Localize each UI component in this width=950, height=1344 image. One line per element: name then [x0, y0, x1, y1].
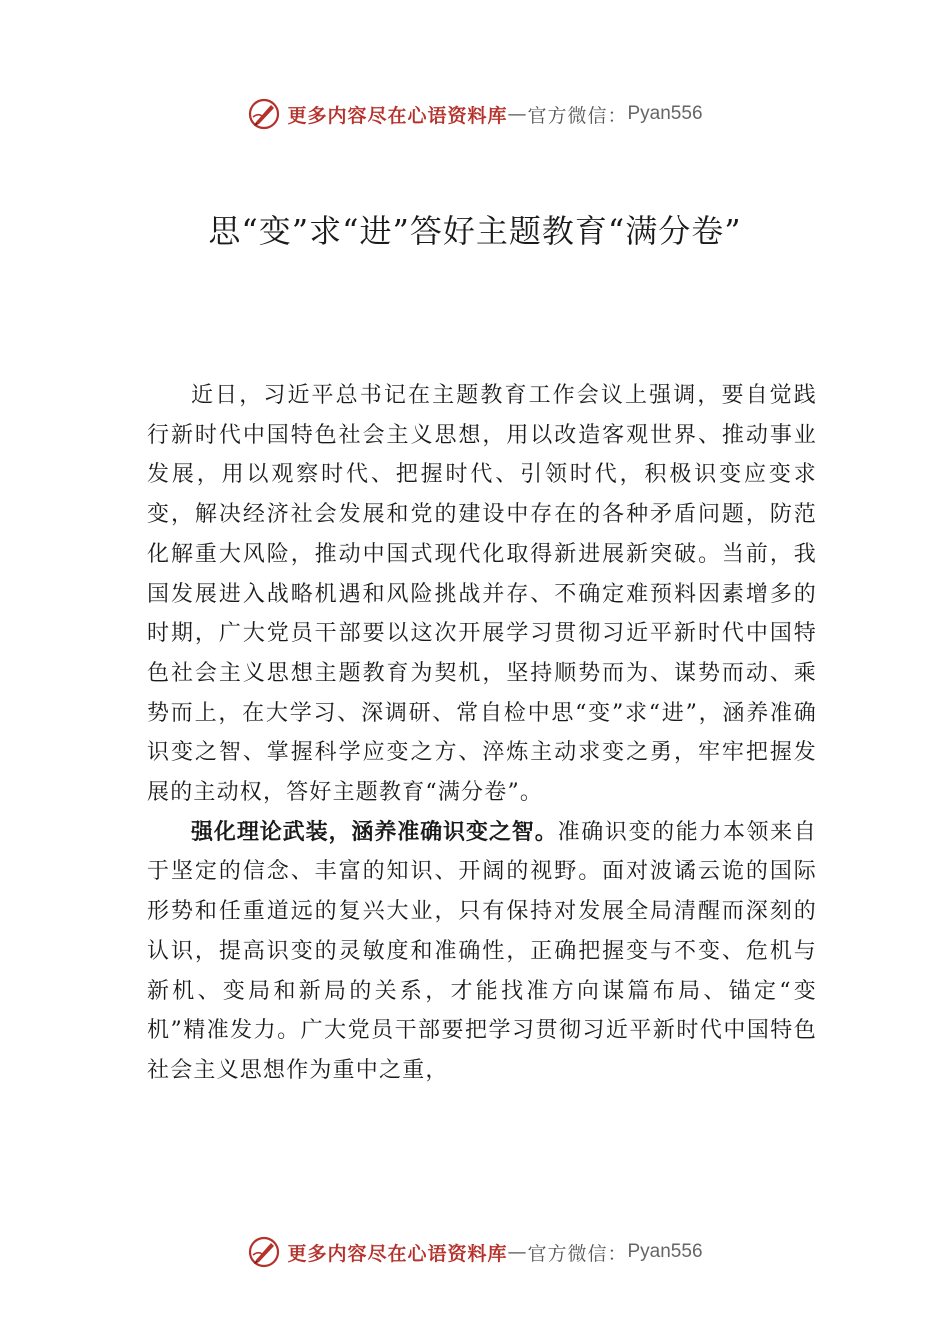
- document-body: [147, 376, 817, 1091]
- footer-brand-text: 更多内容尽在心语资料库: [287, 1242, 508, 1265]
- footer-banner: [0, 1232, 950, 1272]
- header-brand-text: 更多内容尽在心语资料库: [287, 104, 508, 127]
- paragraph-1-text: 近日，习近平总书记在主题教育工作会议上强调，要自觉践行新时代中国特色社会主义思想，用以改造客观世界、推动事业发展，用以观察时代、把握时代、引领时代，积极识变应变求变，解决经济社会发展和党的建设中存在的各种矛盾问题，防范化解重大风险，推动中国式现代化取得新进展新突破。当前，我国发展进入战略机遇和风险挑战并存、不确定难预料因素增多的时期，广大党员干部要以这次开展学习贯彻习近平新时代中国特色社会主义思想主题教育为契机，坚持顺势而为、谋势而动、乘势而上，在大学习、深调研、常自检中思“变”求“进”，涵养准确识变之智、掌握科学应变之方、淬炼主动求变之勇，牢牢把握发展的主动权，答好主题教育“满分卷”。: [147, 383, 817, 806]
- footer-wechat-label: 官方微信：: [527, 1242, 628, 1265]
- brush-pen-logo-icon: [247, 1235, 281, 1269]
- header-banner: [0, 94, 950, 134]
- footer-separator: —: [507, 1241, 528, 1263]
- header-separator: —: [507, 103, 528, 125]
- document-title: 思“变”求“进”答好主题教育“满分卷”: [208, 212, 742, 250]
- paragraph-2: [147, 813, 817, 1091]
- header-wechat-account: Pyan556: [627, 103, 703, 124]
- header-wechat-label: 官方微信：: [527, 104, 628, 127]
- paragraph-2-text: 准确识变的能力本领来自于坚定的信念、丰富的知识、开阔的视野。面对波谲云诡的国际形势和任重道远的复兴大业，只有保持对发展全局清醒而深刻的认识，提高识变的灵敏度和准确性，正确把握变与不变、危机与新机、变局和新局的关系，才能找准方向谋篇布局、锚定“变机”精准发力。广大党员干部要把学习贯彻习近平新时代中国特色社会主义思想作为重中之重，: [147, 819, 817, 1083]
- paragraph-1: [147, 376, 817, 813]
- paragraph-2-lead: 强化理论武装，涵养准确识变之智。: [191, 819, 558, 845]
- footer-wechat-account: Pyan556: [627, 1241, 703, 1262]
- brush-pen-logo-icon: [247, 97, 281, 131]
